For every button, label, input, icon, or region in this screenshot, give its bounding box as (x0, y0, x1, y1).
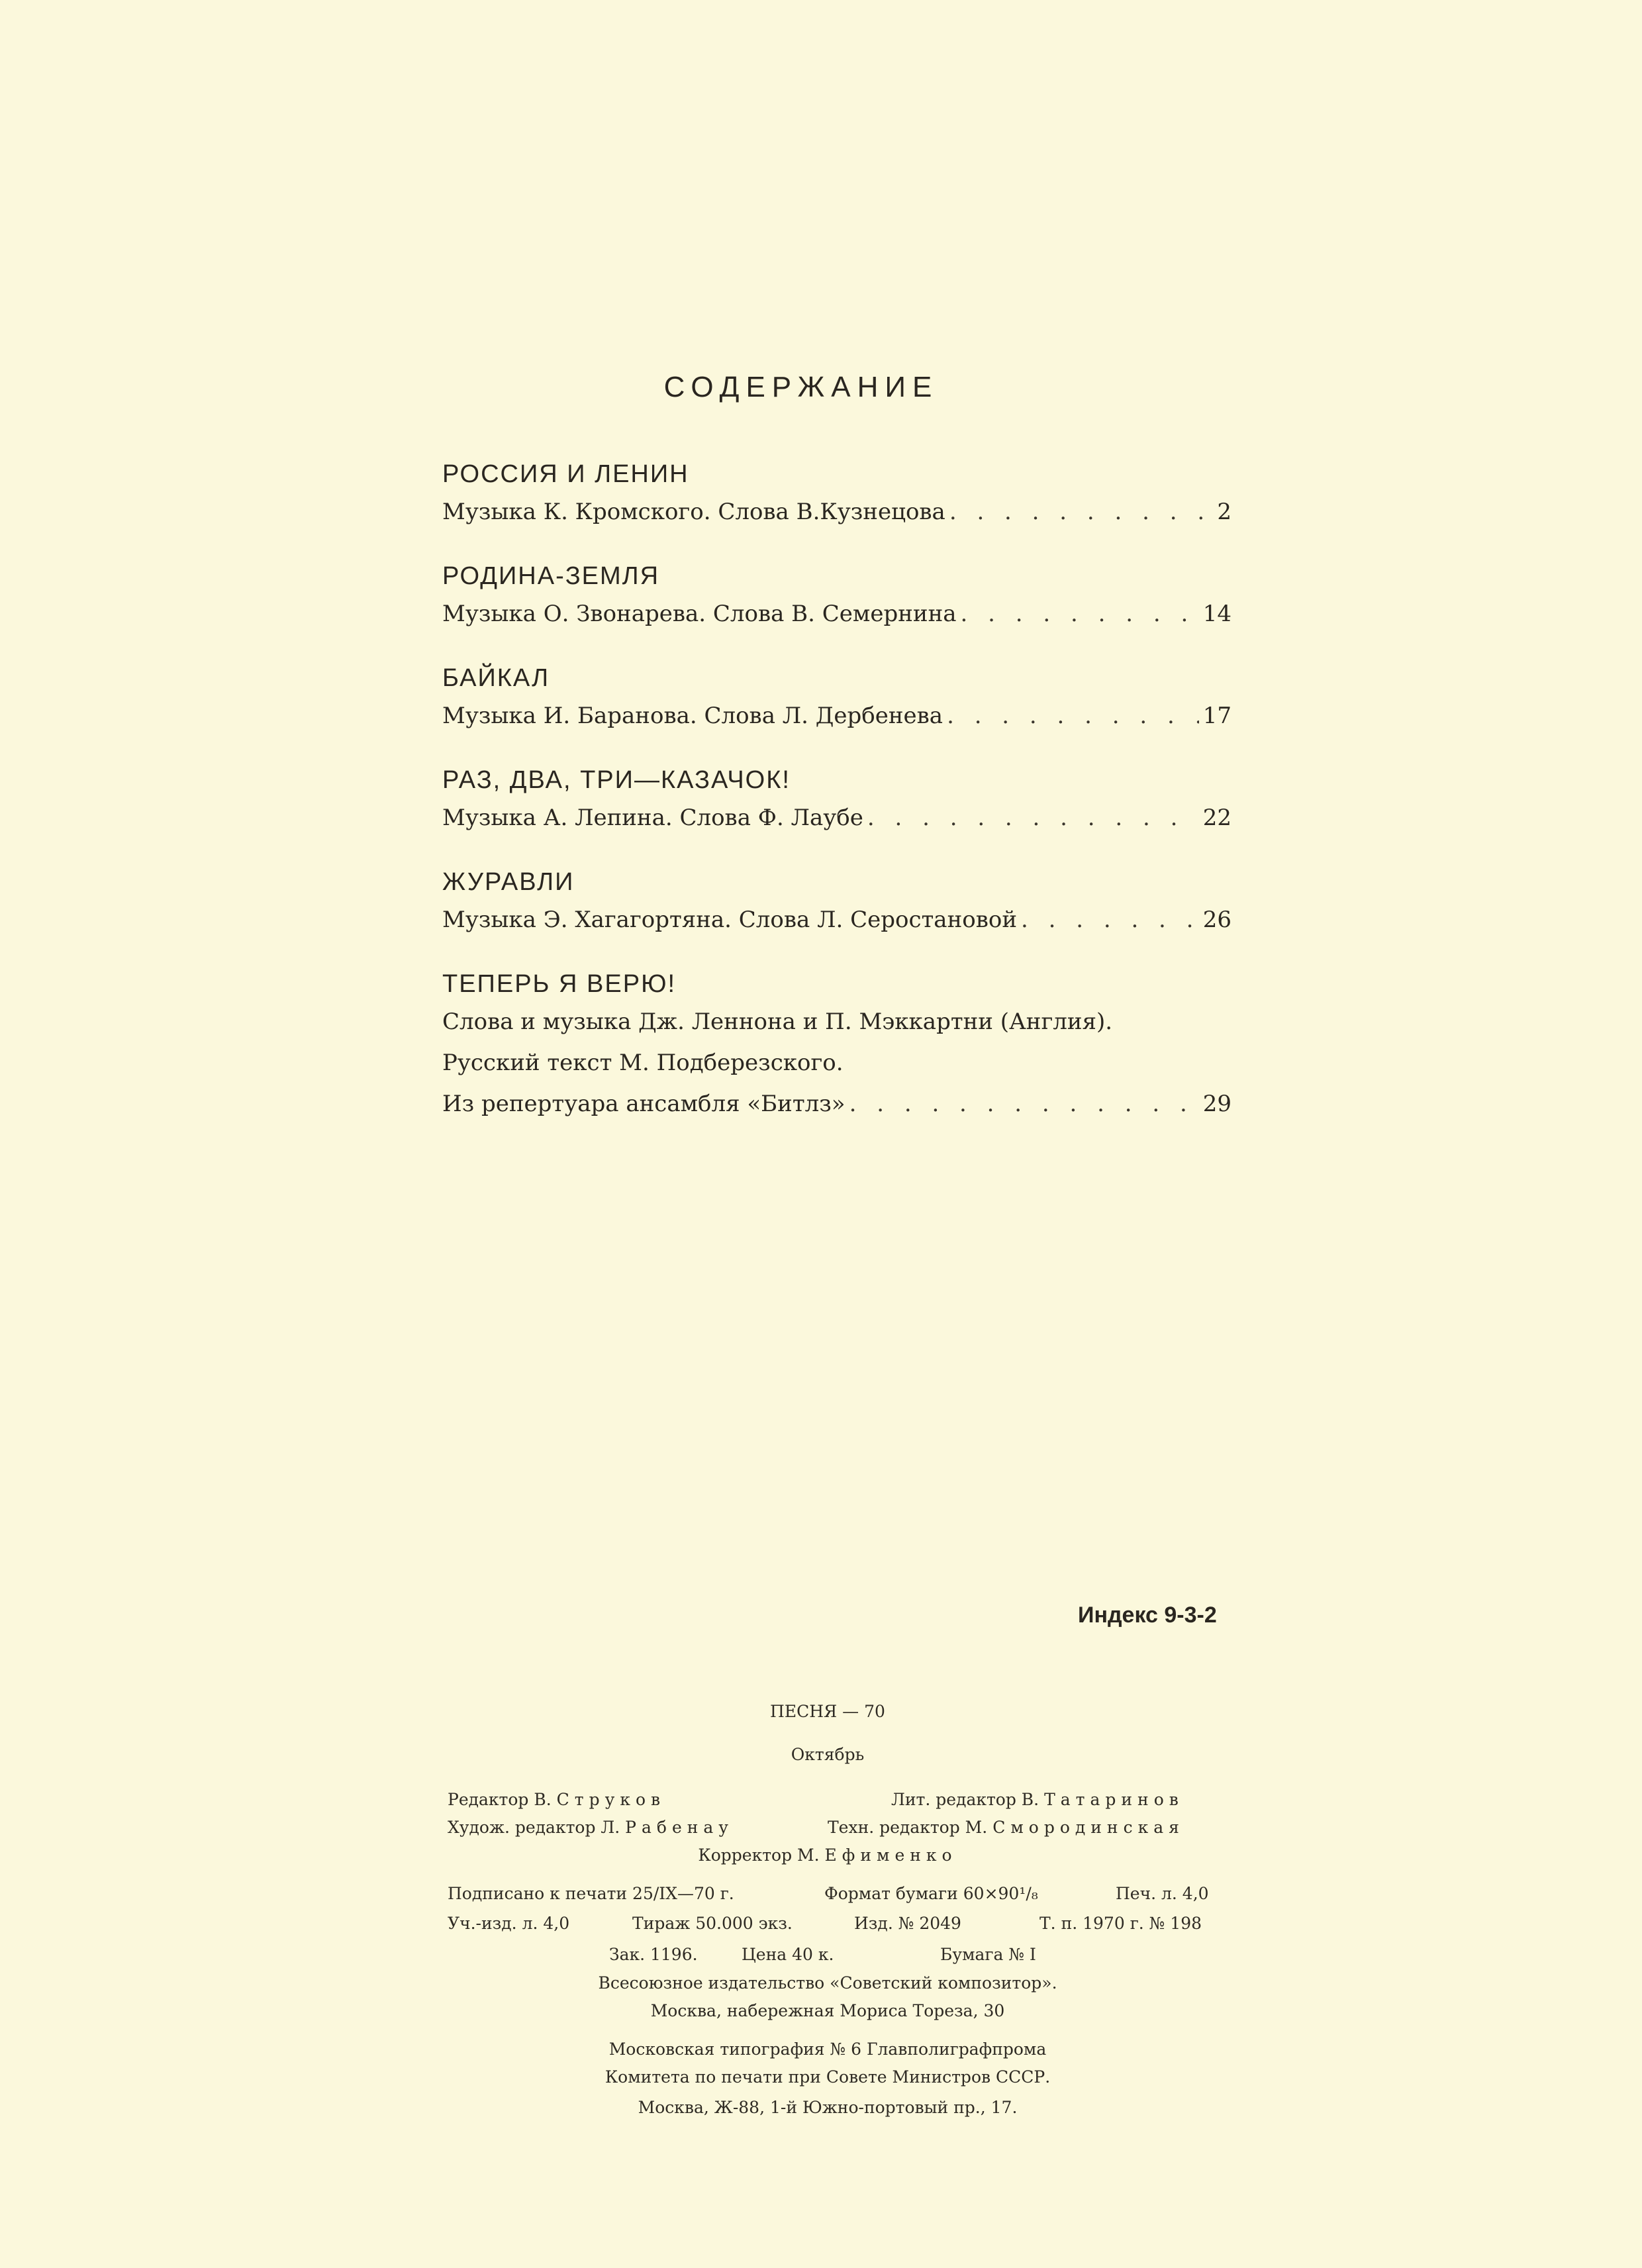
publisher: Всесоюзное издательство «Советский композитор». (598, 1973, 1057, 1993)
song-title: ЖУРАВЛИ (442, 868, 575, 896)
song-title: РАЗ, ДВА, ТРИ—КАЗАЧОК! (442, 766, 791, 794)
song-title: БАЙКАЛ (442, 664, 550, 692)
editor-label: Редактор В. (448, 1790, 552, 1809)
order-number: Зак. 1196. (609, 1945, 698, 1964)
song-title: ТЕПЕРЬ Я ВЕРЮ! (442, 970, 677, 998)
art-editor (448, 1818, 734, 1837)
signed-date: Подписано к печати 25/IX—70 г. (448, 1884, 734, 1903)
printer-committee: Комитета по печати при Совете Министров СССР. (604, 2067, 1051, 2087)
page-number: 2 (1217, 499, 1232, 525)
tech-editor-label: Техн. редактор М. (828, 1818, 988, 1837)
page-number: 17 (1202, 703, 1232, 729)
song-credits: Музыка И. Баранова. Слова Л. Дербенева (442, 703, 943, 729)
song-credits: Из репертуара ансамбля «Битлз» (442, 1091, 845, 1117)
lit-editor-name: Татаринов (1044, 1790, 1184, 1809)
circulation: Тираж 50.000 экз. (632, 1914, 793, 1933)
publisher-address: Москва, набережная Мориса Тореза, 30 (650, 2001, 1005, 2020)
toc-entry (442, 661, 1232, 736)
table-of-contents (442, 457, 1232, 1151)
song-credits: Музыка Э. Хагагортяна. Слова Л. Серостановой (442, 907, 1017, 933)
song-credits: Музыка К. Кромского. Слова В.Кузнецова (442, 499, 945, 525)
publishing-sheets: Уч.-изд. л. 4,0 (448, 1914, 570, 1933)
editor-name: Струков (556, 1790, 666, 1809)
edition-number: Изд. № 2049 (854, 1914, 961, 1933)
song-title: РОССИЯ И ЛЕНИН (442, 460, 689, 488)
song-credits-line (442, 797, 1232, 838)
page-number: 14 (1202, 601, 1232, 627)
series-title: ПЕСНЯ — 70 (770, 1702, 885, 1721)
plan-number: Т. п. 1970 г. № 198 (1039, 1914, 1202, 1933)
issue-month: Октябрь (791, 1745, 865, 1764)
song-credits-line (442, 491, 1232, 532)
lit-editor-label: Лит. редактор В. (891, 1790, 1039, 1809)
song-credits: Музыка О. Звонарева. Слова В. Семернина (442, 601, 957, 627)
song-credits-line (442, 593, 1232, 634)
dot-leader (949, 491, 1214, 532)
print-sheets: Печ. л. 4,0 (1116, 1884, 1209, 1903)
dot-leader (961, 593, 1199, 634)
proofreader-label: Корректор М. (698, 1846, 820, 1865)
song-credits-line (442, 1083, 1232, 1124)
page-number: 22 (1202, 805, 1232, 831)
printer-address: Москва, Ж-88, 1-й Южно-портовый пр., 17. (638, 2098, 1018, 2117)
paper-format: Формат бумаги 60×90¹/₈ (824, 1884, 1038, 1903)
contents-heading: СОДЕРЖАНИЕ (663, 371, 939, 403)
art-editor-label: Худож. редактор Л. (448, 1818, 620, 1837)
lit-editor (891, 1790, 1184, 1809)
proofreader-name: Ефименко (824, 1846, 957, 1865)
dot-leader (1021, 899, 1199, 940)
toc-entry (442, 967, 1232, 1124)
art-editor-name: Рабенау (625, 1818, 734, 1837)
printer: Московская типография № 6 Главполиграфпрома (608, 2040, 1047, 2059)
page-number: 29 (1202, 1091, 1232, 1117)
catalog-index: Индекс 9-3-2 (1078, 1602, 1217, 1628)
toc-entry (442, 865, 1232, 940)
toc-entry (442, 457, 1232, 532)
song-credits: Музыка А. Лепина. Слова Ф. Лаубе (442, 805, 863, 831)
tech-editor-name: Смородинская (992, 1818, 1184, 1837)
song-credits-line (442, 899, 1232, 940)
song-translation: Русский текст М. Подберезского. (442, 1050, 844, 1076)
dot-leader (867, 797, 1199, 838)
page-number: 26 (1202, 907, 1232, 933)
tech-editor (828, 1818, 1184, 1837)
toc-entry (442, 559, 1232, 634)
paper-type: Бумага № I (940, 1945, 1036, 1964)
editor (448, 1790, 665, 1809)
song-title: РОДИНА-ЗЕМЛЯ (442, 562, 660, 590)
dot-leader (849, 1083, 1199, 1124)
toc-entry (442, 763, 1232, 838)
price: Цена 40 к. (742, 1945, 834, 1964)
proofreader (424, 1846, 1232, 1865)
song-authors: Слова и музыка Дж. Леннона и П. Мэккартни (Англия). (442, 1009, 1113, 1035)
song-credits-line (442, 695, 1232, 736)
dot-leader (947, 695, 1199, 736)
